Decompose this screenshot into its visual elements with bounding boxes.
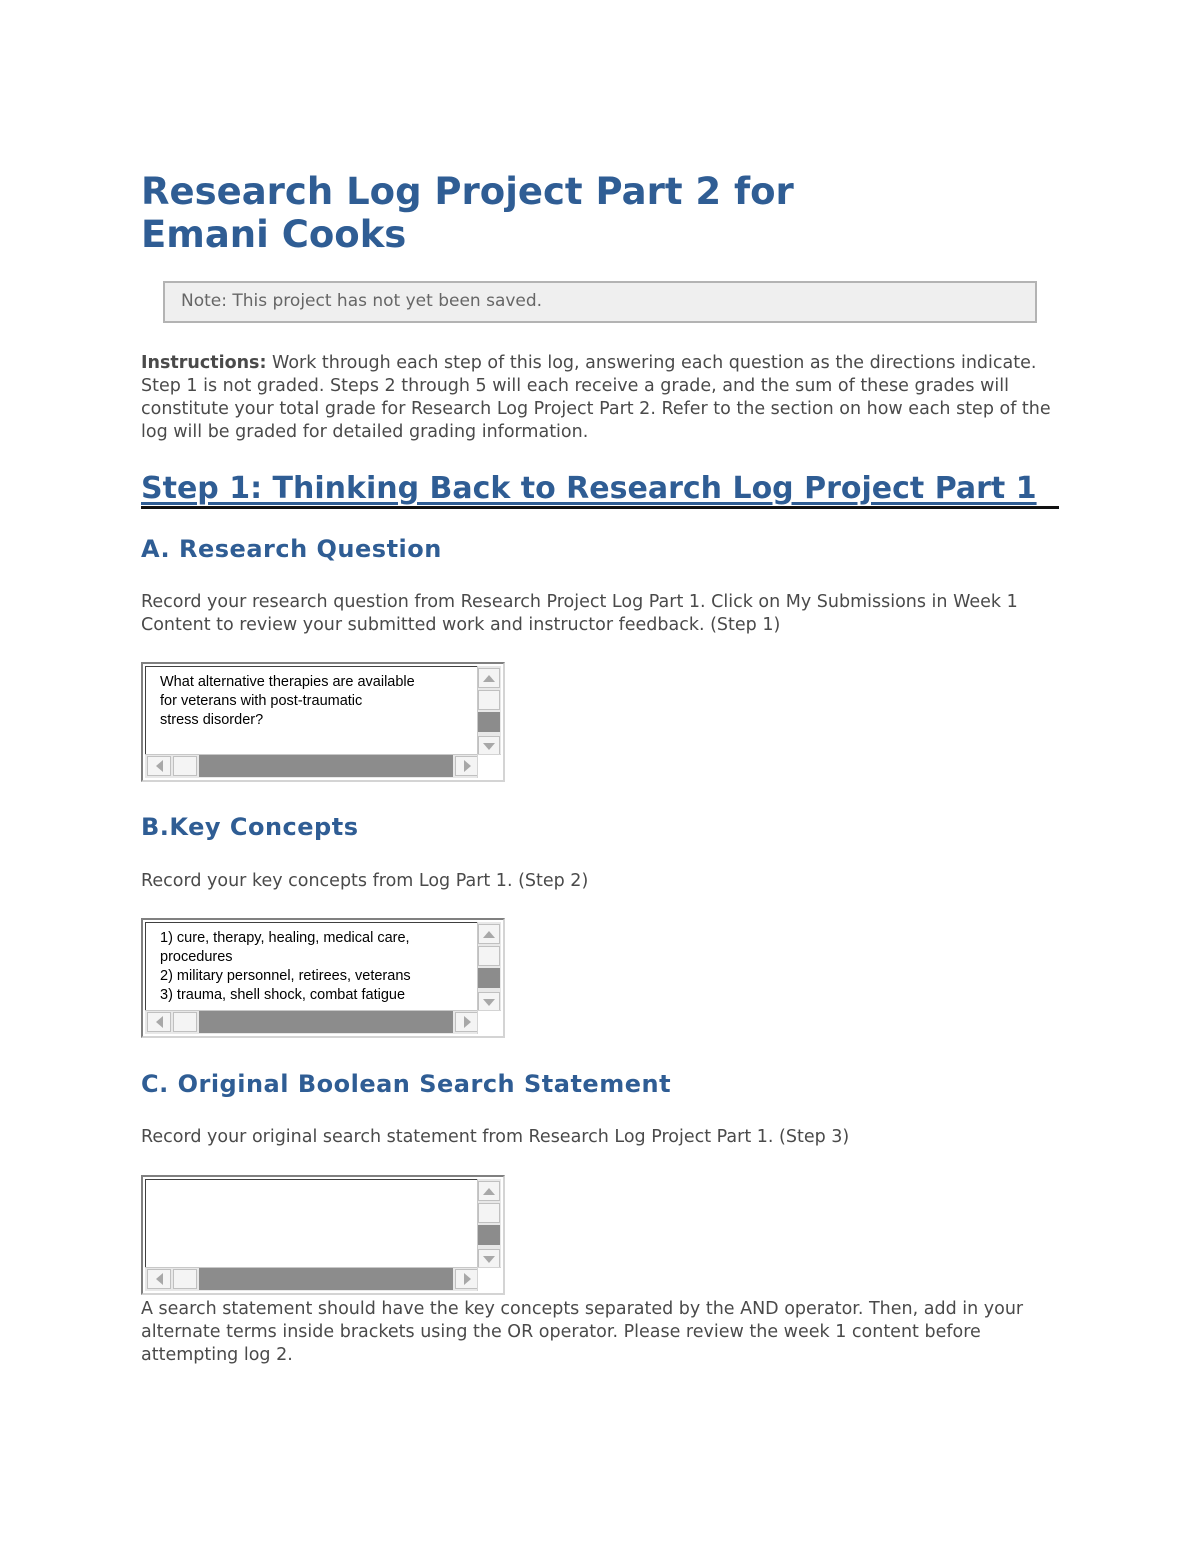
research-question-textarea[interactable] — [141, 662, 505, 782]
arrow-up-icon — [483, 1188, 495, 1195]
page-title — [141, 170, 794, 256]
vertical-scrollbar[interactable] — [477, 666, 501, 758]
arrow-up-icon — [483, 931, 495, 938]
section-c-prompt: Record your original search statement from Research Log Project Part 1. (Step 3) — [141, 1127, 850, 1147]
scroll-down-button[interactable] — [478, 736, 500, 756]
section-c-after-note: A search statement should have the key concepts separated by the AND operator. Then, add in your alternate terms inside brackets using the OR operator. Please review the week 1 content before attempting log 2. — [141, 1299, 1024, 1365]
section-a-heading: A. Research Question — [141, 535, 442, 563]
instructions-paragraph — [141, 352, 1061, 444]
instructions-label: Instructions: — [141, 353, 267, 373]
scroll-track-segment[interactable] — [173, 1269, 197, 1289]
scroll-down-button[interactable] — [478, 992, 500, 1012]
textarea-field[interactable] — [145, 922, 481, 1014]
scroll-right-button[interactable] — [455, 1012, 479, 1032]
arrow-left-icon — [156, 1016, 163, 1028]
step1-heading: Step 1: Thinking Back to Research Log Project Part 1 — [141, 470, 1059, 509]
scrollbar-corner — [477, 1010, 501, 1034]
vertical-scroll-thumb[interactable] — [478, 712, 500, 732]
vertical-scroll-thumb[interactable] — [478, 968, 500, 988]
arrow-left-icon — [156, 760, 163, 772]
vertical-scroll-thumb[interactable] — [478, 1225, 500, 1245]
arrow-down-icon — [483, 743, 495, 750]
horizontal-scroll-thumb[interactable] — [199, 1011, 453, 1033]
section-b-heading: B.Key Concepts — [141, 813, 359, 841]
arrow-down-icon — [483, 1256, 495, 1263]
scrollbar-corner — [477, 754, 501, 778]
section-c-heading: C. Original Boolean Search Statement — [141, 1070, 672, 1098]
textarea-field[interactable] — [145, 1179, 481, 1271]
scroll-left-button[interactable] — [147, 1269, 171, 1289]
arrow-right-icon — [464, 1273, 471, 1285]
scroll-right-button[interactable] — [455, 756, 479, 776]
horizontal-scrollbar[interactable] — [145, 754, 481, 778]
vertical-scrollbar[interactable] — [477, 922, 501, 1014]
scroll-track-segment[interactable] — [173, 756, 197, 776]
boolean-search-textarea[interactable] — [141, 1175, 505, 1295]
scroll-track-segment[interactable] — [478, 946, 500, 966]
horizontal-scroll-thumb[interactable] — [199, 755, 453, 777]
horizontal-scroll-thumb[interactable] — [199, 1268, 453, 1290]
textarea-field[interactable] — [145, 666, 481, 758]
section-a-prompt: Record your research question from Research Project Log Part 1. Click on My Submissions in Week 1 Content to review your submitted work and instructor feedback. (Step 1) — [141, 592, 1018, 635]
vertical-scrollbar[interactable] — [477, 1179, 501, 1271]
horizontal-scrollbar[interactable] — [145, 1267, 481, 1291]
arrow-down-icon — [483, 999, 495, 1006]
arrow-left-icon — [156, 1273, 163, 1285]
scroll-left-button[interactable] — [147, 1012, 171, 1032]
key-concepts-value[interactable]: 1) cure, therapy, healing, medical care, procedures 2) military personnel, retirees, veterans 3) trauma, shell shock, combat fatigue — [160, 930, 411, 1003]
scroll-track-segment[interactable] — [173, 1012, 197, 1032]
arrow-right-icon — [464, 760, 471, 772]
scroll-left-button[interactable] — [147, 756, 171, 776]
scroll-up-button[interactable] — [478, 1181, 500, 1201]
instructions-text: Work through each step of this log, answering each question as the directions indicate. Step 1 is not graded. Steps 2 through 5 will each receive a grade, and the sum of these grades will constitute your total grade for Research Log Project Part 2. Refer to the section on how each step of the log will be graded for detailed grading information. — [141, 353, 1051, 442]
scroll-right-button[interactable] — [455, 1269, 479, 1289]
key-concepts-textarea[interactable] — [141, 918, 505, 1038]
scroll-track-segment[interactable] — [478, 690, 500, 710]
page-title-line1: Research Log Project Part 2 for — [141, 170, 794, 213]
arrow-right-icon — [464, 1016, 471, 1028]
section-b-prompt: Record your key concepts from Log Part 1. (Step 2) — [141, 871, 589, 891]
scroll-up-button[interactable] — [478, 668, 500, 688]
unsaved-note-banner: Note: This project has not yet been saved. — [163, 281, 1037, 323]
research-question-value[interactable]: What alternative therapies are available for veterans with post-traumatic stress disorder? — [160, 674, 415, 728]
scroll-track-segment[interactable] — [478, 1203, 500, 1223]
arrow-up-icon — [483, 675, 495, 682]
page-title-line2: Emani Cooks — [141, 213, 407, 256]
scrollbar-corner — [477, 1267, 501, 1291]
scroll-up-button[interactable] — [478, 924, 500, 944]
horizontal-scrollbar[interactable] — [145, 1010, 481, 1034]
scroll-down-button[interactable] — [478, 1249, 500, 1269]
